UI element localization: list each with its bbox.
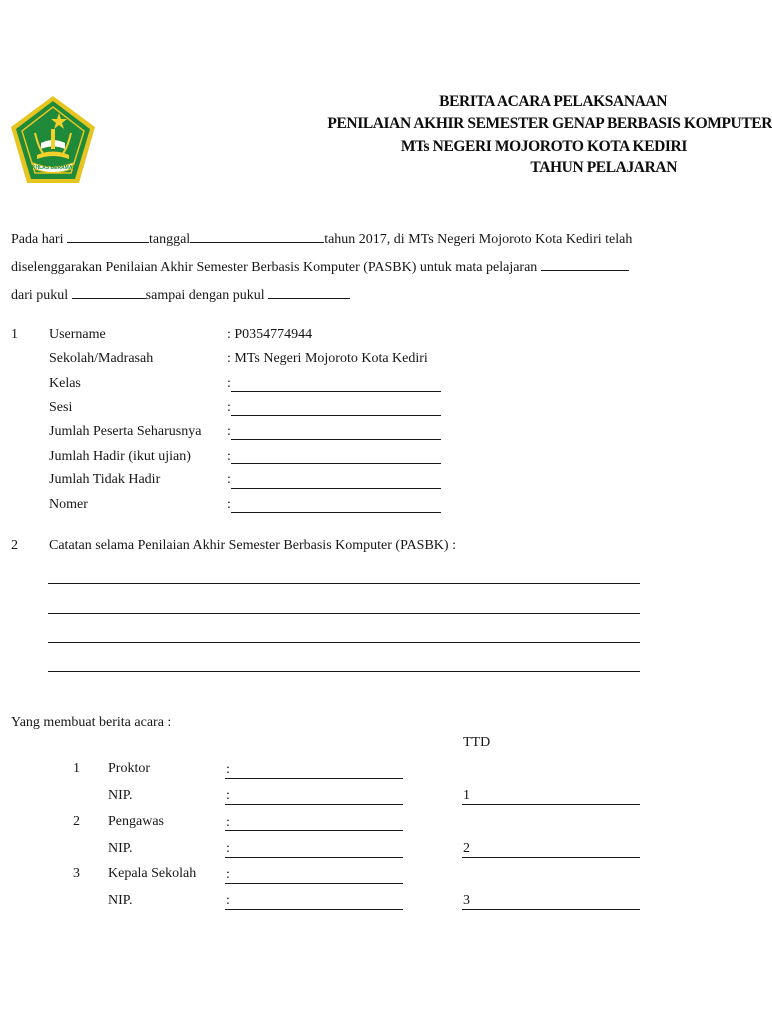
kelas-blank[interactable] — [231, 391, 441, 392]
pada-hari-label: Pada hari — [11, 232, 64, 247]
kelas-colon: : — [227, 376, 231, 391]
tidak-hadir-colon: : — [227, 472, 231, 487]
row-label: Sesi — [49, 400, 73, 415]
ttd-heading: TTD — [463, 735, 491, 750]
header-title-line3: MTs NEGERI MOJOROTO KOTA KEDIRI — [400, 138, 687, 155]
proktor-signature-blank[interactable] — [462, 804, 640, 805]
signatory-number: 3 — [73, 866, 80, 881]
sekolah-value: : MTs Negeri Mojoroto Kota Kediri — [227, 351, 428, 366]
signatory-role: Kepala Sekolah — [108, 866, 197, 881]
catatan-line[interactable] — [48, 583, 640, 584]
signatory-role: NIP. — [108, 893, 133, 908]
tanggal-label: tanggal — [148, 232, 191, 247]
row-label: Jumlah Peserta Seharusnya — [49, 424, 202, 439]
sesi-colon: : — [227, 400, 231, 415]
proktor-name-blank[interactable] — [225, 778, 403, 779]
dari-pukul-label: dari pukul — [11, 288, 69, 303]
hari-blank[interactable] — [67, 229, 149, 243]
row-label: Kelas — [49, 376, 81, 391]
signatures-title: Yang membuat berita acara : — [11, 715, 172, 730]
signatory-role: Proktor — [108, 761, 150, 776]
section2-number: 2 — [11, 538, 18, 553]
tahun-text: tahun 2017, di MTs Negeri Mojoroto Kota Kediri telah — [324, 232, 633, 247]
pengawas-signature-blank[interactable] — [462, 857, 640, 858]
sesi-blank[interactable] — [231, 415, 441, 416]
row-label: Jumlah Tidak Hadir — [49, 472, 161, 487]
signatory-role: Pengawas — [108, 814, 164, 829]
mata-pelajaran-text: diselenggarakan Penilaian Akhir Semester Berbasis Komputer (PASBK) untuk mata pelajaran — [11, 260, 538, 275]
row-label: Nomer — [49, 497, 88, 512]
mata-pelajaran-blank[interactable] — [541, 257, 629, 271]
kepala-sekolah-signature-blank[interactable] — [462, 909, 640, 910]
section1-number: 1 — [11, 327, 18, 342]
logo-caption: IKHLAS BERAMAL — [30, 165, 76, 171]
proktor-nip-blank[interactable] — [225, 804, 403, 805]
header-title-line1: BERITA ACARA PELAKSANAAN — [439, 93, 667, 110]
nomer-blank[interactable] — [231, 512, 441, 513]
catatan-line[interactable] — [48, 642, 640, 643]
signatory-role: NIP. — [108, 841, 133, 856]
signatory-colon: : — [226, 815, 230, 830]
tanggal-blank[interactable] — [190, 229, 324, 243]
tidak-hadir-blank[interactable] — [231, 488, 441, 489]
pengawas-nip-blank[interactable] — [225, 857, 403, 858]
header-title-line2: PENILAIAN AKHIR SEMESTER GENAP BERBASIS KOMPUTER — [327, 115, 772, 132]
signatory-colon: : — [226, 841, 230, 856]
ttd-number: 1 — [463, 788, 470, 803]
row-label: Username — [49, 327, 106, 342]
signatory-number: 2 — [73, 814, 80, 829]
signatory-colon: : — [226, 762, 230, 777]
header-title-line4: TAHUN PELAJARAN — [530, 159, 677, 176]
kepala-sekolah-name-blank[interactable] — [225, 883, 403, 884]
signatory-colon: : — [226, 788, 230, 803]
nomer-colon: : — [227, 497, 231, 512]
signatory-colon: : — [226, 893, 230, 908]
catatan-line[interactable] — [48, 613, 640, 614]
intro-line-1 — [11, 229, 632, 248]
peserta-colon: : — [227, 424, 231, 439]
hadir-blank[interactable] — [231, 463, 441, 464]
row-label: Jumlah Hadir (ikut ujian) — [49, 449, 191, 464]
signatory-role: NIP. — [108, 788, 133, 803]
intro-line-3 — [11, 285, 350, 304]
catatan-label: Catatan selama Penilaian Akhir Semester Berbasis Komputer (PASBK) : — [49, 538, 456, 553]
hadir-colon: : — [227, 449, 231, 464]
pengawas-name-blank[interactable] — [225, 830, 403, 831]
ttd-number: 3 — [463, 893, 470, 908]
sampai-label: sampai dengan pukul — [145, 288, 265, 303]
peserta-blank[interactable] — [231, 439, 441, 440]
sampai-pukul-blank[interactable] — [268, 285, 350, 299]
catatan-line[interactable] — [48, 671, 640, 672]
ttd-number: 2 — [463, 841, 470, 856]
dari-pukul-blank[interactable] — [72, 285, 146, 299]
kepala-sekolah-nip-blank[interactable] — [225, 909, 403, 910]
row-label: Sekolah/Madrasah — [49, 351, 154, 366]
username-value: : P0354774944 — [227, 327, 313, 342]
signatory-colon: : — [226, 867, 230, 882]
signatory-number: 1 — [73, 761, 80, 776]
document-header — [0, 88, 772, 180]
intro-line-2 — [11, 257, 629, 276]
